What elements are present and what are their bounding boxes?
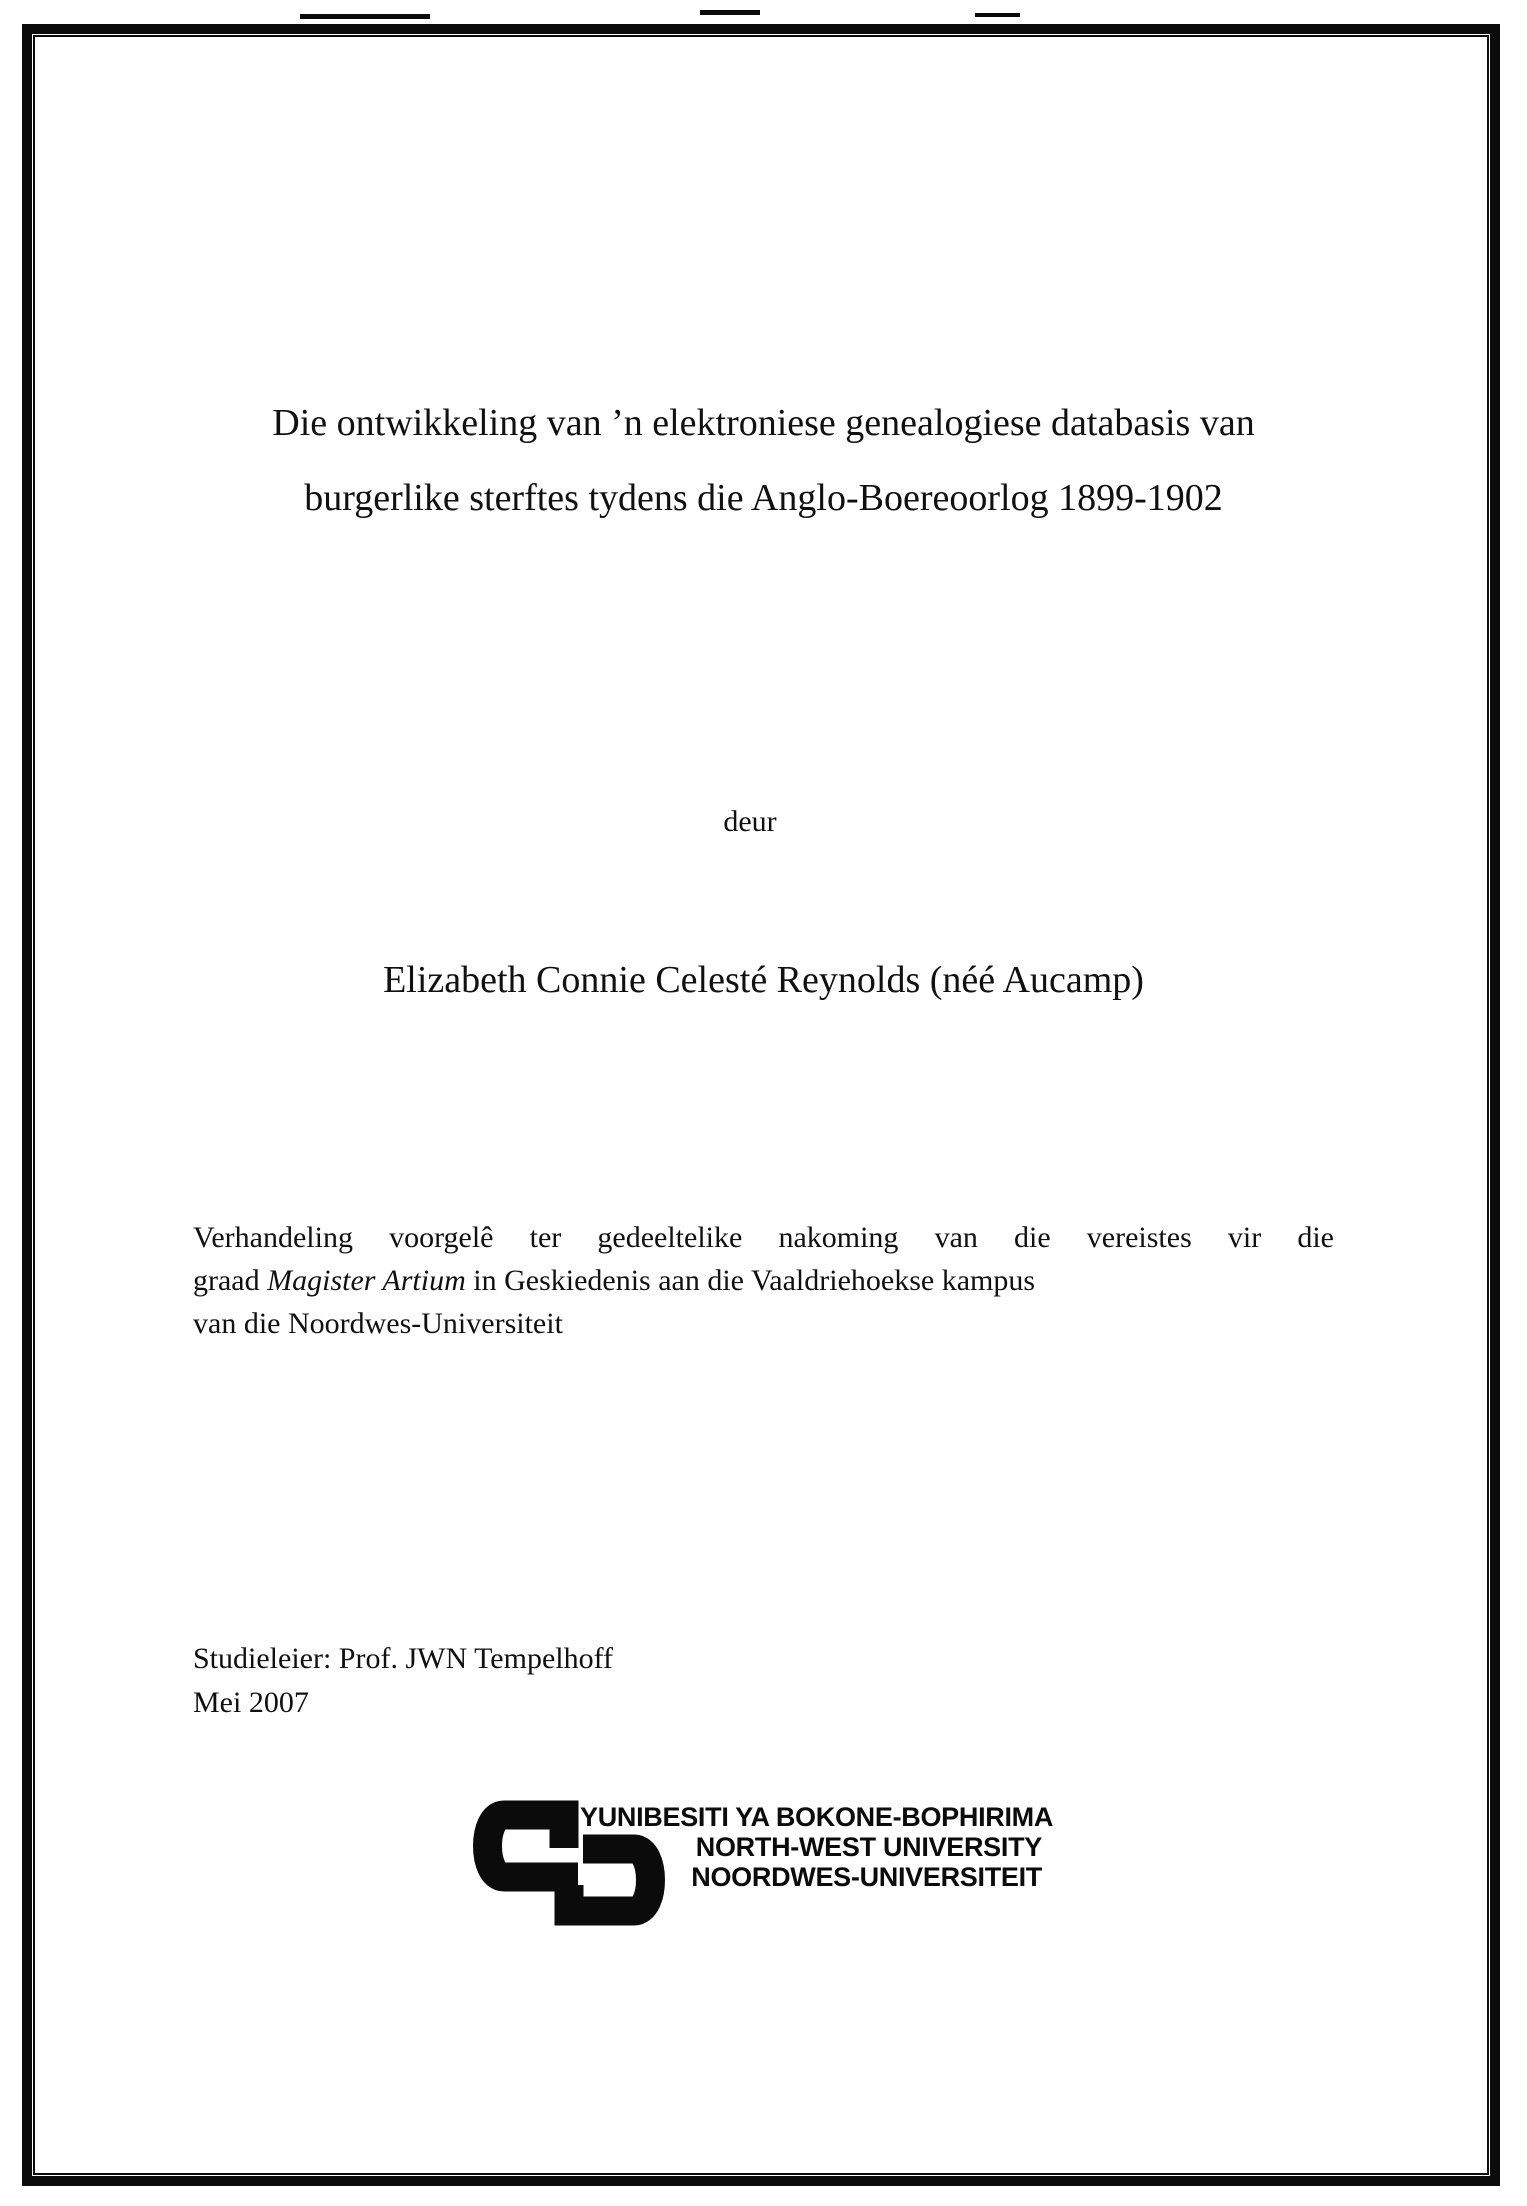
logo-line-setswana: YUNIBESITI YA BOKONE-BOPHIRIMA [580, 1802, 1054, 1832]
declaration-line2 [193, 1259, 1334, 1302]
thesis-title [96, 386, 1431, 536]
supervisor-line: Studieleier: Prof. JWN Tempelhoff [193, 1642, 614, 1675]
scan-artifact [700, 10, 760, 15]
declaration-line3: van die Noordwes-Universiteit [193, 1307, 563, 1340]
declaration-line1: Verhandeling voorgelê ter gedeeltelike nakoming van die vereistes vir die [193, 1221, 1334, 1254]
byline-label: deur [723, 805, 777, 838]
degree-declaration [193, 1216, 1334, 1345]
scan-artifact [975, 13, 1020, 17]
author-name: Elizabeth Connie Celesté Reynolds (néé Aucamp) [383, 959, 1144, 1001]
university-logo-wordmark [580, 1802, 1054, 1892]
logo-line-afrikaans: NOORDWES-UNIVERSITEIT [691, 1862, 1042, 1892]
degree-name: Magister Artium [267, 1264, 466, 1297]
university-logo [462, 1795, 1102, 1955]
thesis-title-line1: Die ontwikkeling van ’n elektroniese genealogiese databasis van [272, 402, 1255, 444]
declaration-line2-post: in Geskiedenis aan die Vaaldriehoekse kampus [465, 1264, 1036, 1297]
scan-artifact [300, 14, 430, 19]
thesis-title-line2: burgerlike sterftes tydens die Anglo-Boereoorlog 1899-1902 [304, 477, 1223, 519]
date-line: Mei 2007 [193, 1686, 309, 1719]
declaration-line2-pre: graad [193, 1264, 268, 1297]
logo-line-english: NORTH-WEST UNIVERSITY [695, 1832, 1042, 1862]
supervisor-and-date [193, 1637, 1093, 1725]
